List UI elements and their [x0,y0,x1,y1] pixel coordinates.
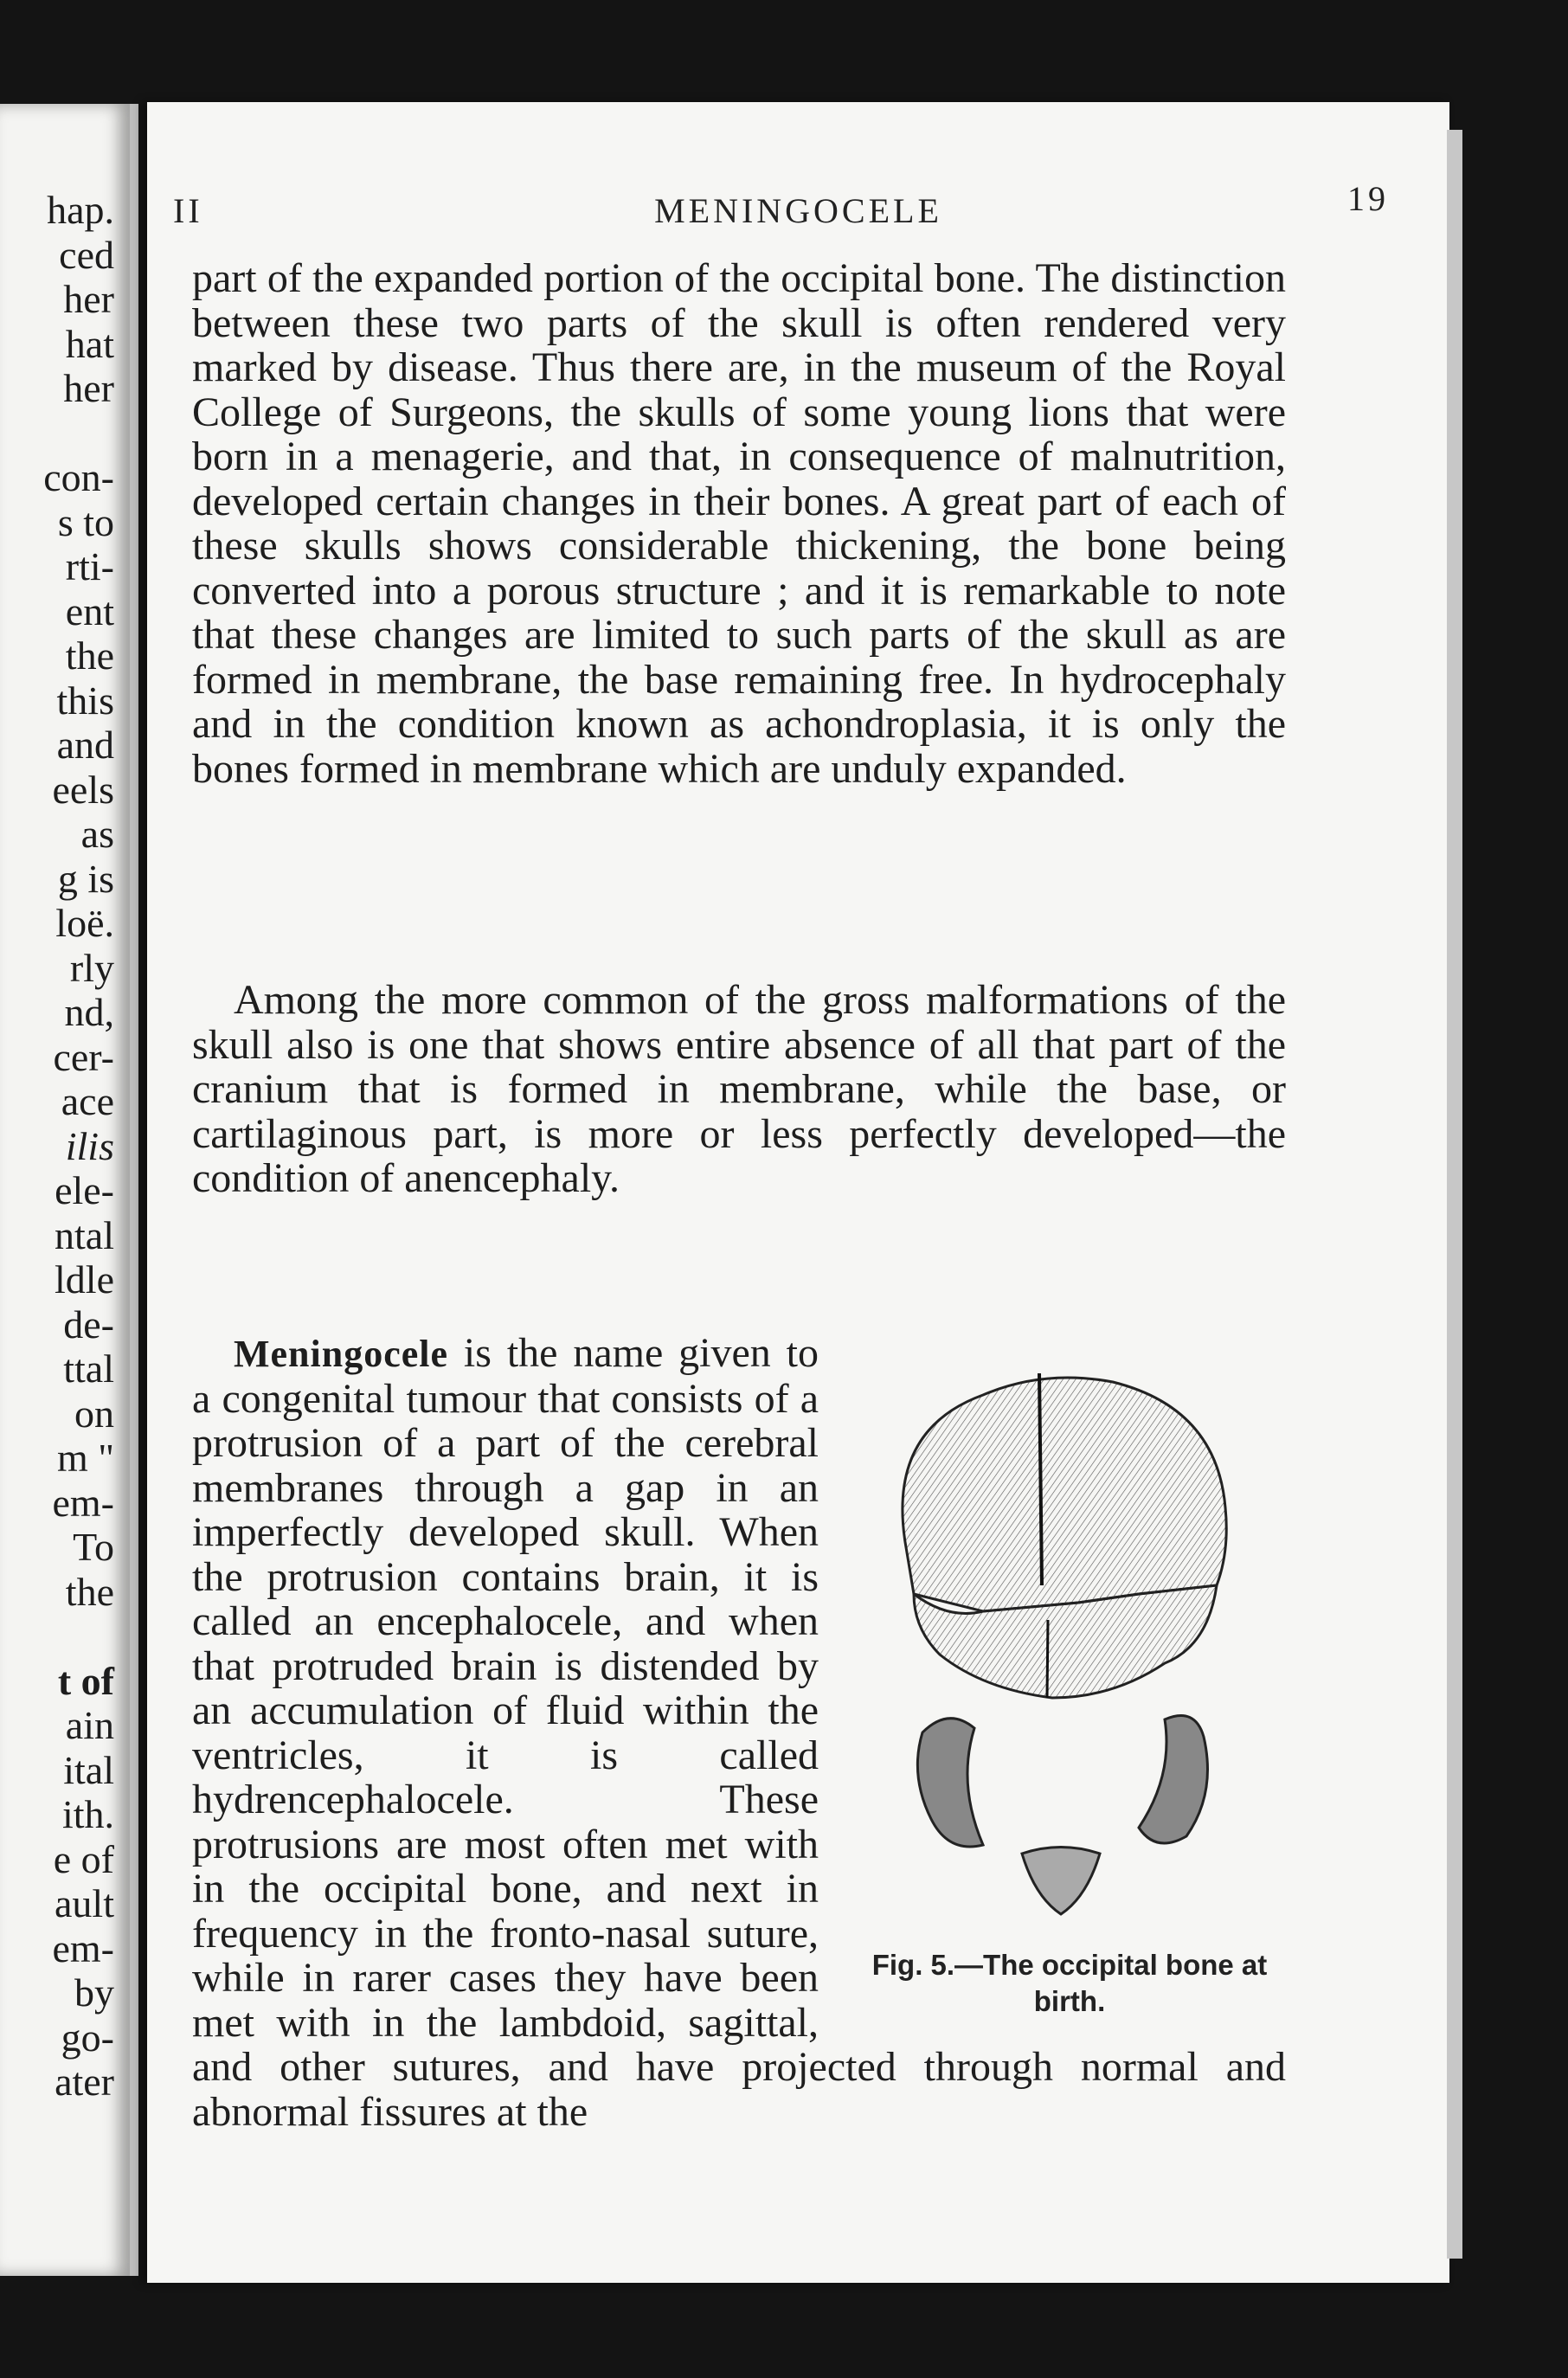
left-page-fragment: t of [57,1658,114,1703]
left-page-fragment: em- [52,1480,114,1525]
page-number: 19 [1347,179,1389,218]
chapter-number: II [173,191,203,230]
left-page-fragment: the [65,1569,114,1614]
left-page-fragment: as [80,812,114,856]
left-page-fragment: ater [55,2060,114,2104]
left-page-fragment: e of [53,1836,114,1881]
left-page-fragment: nd, [64,990,114,1034]
figure-caption: Fig. 5.—The occipital bone at birth. [871,1949,1268,2017]
left-page-fragment: by [74,1970,114,2015]
left-page-fragment: ain [65,1703,114,1747]
right-page [147,102,1449,2283]
left-page-fragment: con- [43,455,114,499]
left-page-fragment: ault [55,1881,114,1925]
page-edge-shadow [1447,130,1462,2259]
body-paragraph-3 [192,1331,1286,2134]
left-page-fragment: s to [57,499,114,544]
squama-upper [903,1378,1226,1611]
left-page-fragment: this [56,678,114,723]
left-page-fragment: the [65,633,114,678]
left-page-fragment: ent [65,588,114,633]
left-page-fragment: ntal [55,1212,114,1257]
suture-line [1047,1620,1048,1698]
left-page-fragment: ace [61,1079,114,1123]
left-page-fragment: de- [63,1301,114,1346]
left-page-fragment: To [73,1525,114,1569]
left-page-fragment: eels [52,767,114,812]
left-page-fragment: her [63,366,114,410]
lateral-part-right [1139,1716,1208,1844]
left-page-fragment: loë. [55,901,114,945]
paragraph-text: Among the more common of the gross malformations of the skull also is one that shows entire absence of all that part of the cranium that is formed in membrane, while the base, or cartilaginous part, is more or less perfectly developed—the condition of anencephaly. [192,977,1286,1201]
figure-occipital-bone [853,1334,1286,2027]
left-page-fragment: ele- [55,1168,114,1212]
term-meningocele: Meningocele [234,1333,449,1375]
paragraph-text: part of the expanded portion of the occipital bone. The distinction between these two parts of the skull is often rendered very marked by disease. Thus there are, in the museum of the Royal College of Surgeons, the skulls of some young lions that were born in a menagerie, and that, in consequence of malnutrition, developed certain changes in their bones. A great part of each of these skulls shows considerable thickening, the bone being converted into a porous structure ; and it is remarkable to note that these changes are limited to such parts of the skull as are formed in membrane, the base remaining free. In hydrocephaly and in the condition known as achondroplasia, it is only the bones formed in membrane which are unduly expanded. [192,255,1286,792]
left-page-fragment: ced [59,232,114,277]
left-page-fragment: em- [52,1925,114,1970]
page-header [173,171,1423,230]
left-page-fragment: hap. [47,188,114,232]
left-page-fragment: g is [57,856,114,901]
left-page-fragment: and [56,723,114,767]
body-paragraph-1 [192,256,1286,791]
left-page-fragment: cer- [53,1034,114,1079]
occipital-bone-illustration [853,1334,1286,1940]
left-page-fragment: hat [65,321,114,366]
left-page-fragment: ldle [55,1257,114,1301]
left-page-edge [0,104,138,2276]
left-page-fragment: rly [69,945,114,990]
left-page-fragment: rti- [65,544,114,588]
running-title: MENINGOCELE [654,191,942,230]
left-page-fragment: ith. [61,1792,114,1836]
left-page-fragment: her [63,277,114,321]
left-page-fragment: go- [61,2015,114,2060]
left-page-fragment: ttal [63,1346,114,1391]
paragraph-continuation: is the name given to a congenital tumour that consists of a protrusion of a part of the cerebral membranes through a gap in an imperfectly developed skull. When the protrusion contains brain, it is called an encephalocele, and when that protruded brain is distended by an accumulation of fluid within the ventricles, it is called hydrencephalocele. These protrusions are most often met with in the occipital bone, and next in frequency in the fronto-nasal suture, while in rarer cases they have been met with in the lambdoid, sagittal, and other sutures, and have projected through normal and abnormal fissures at the [192,1330,1286,2135]
left-page-fragment: ilis [65,1123,114,1168]
body-paragraph-2 [192,978,1286,1201]
basilar-part [1022,1848,1100,1915]
left-page-fragment: on [74,1391,114,1436]
lateral-part-left [917,1719,983,1847]
left-page-fragment: ital [63,1747,114,1792]
left-page-fragment: m " [56,1436,114,1480]
